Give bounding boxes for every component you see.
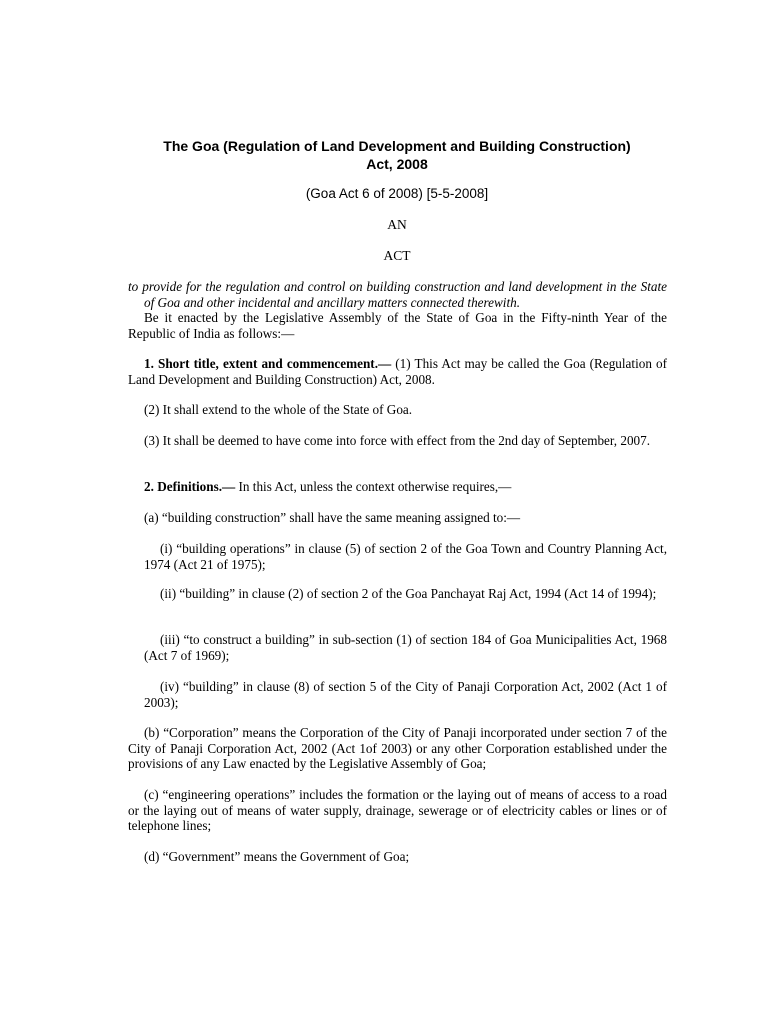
section-2-intro: In this Act, unless the context otherwise requires,— — [235, 479, 512, 494]
clause-c: (c) “engineering operations” includes the formation or the laying out of means of access to a road or the laying out of means of water supply, drainage, sewerage or of electricity cables or lines or of telephone lines; — [128, 787, 667, 833]
clause-b: (b) “Corporation” means the Corporation of the City of Panaji incorporated under section 7 of the City of Panaji Corporation Act, 2002 (Act 1of 2003) or any other Corporation established under the provisions of any Law enacted by the Legislative Assembly of Goa; — [128, 725, 667, 771]
clause-a-iii: (iii) “to construct a building” in sub-section (1) of section 184 of Goa Municipalities Act, 1968 (Act 7 of 1969); — [144, 632, 667, 663]
section-1-sub-2: (2) It shall extend to the whole of the State of Goa. — [144, 402, 413, 417]
enactment-clause: Be it enacted by the Legislative Assembly of the State of Goa in the Fifty-ninth Year of the Republic of India as follows:— — [128, 310, 667, 341]
clause-a-i: (i) “building operations” in clause (5) of section 2 of the Goa Town and Country Planning Act, 1974 (Act 21 of 1975); — [144, 541, 667, 572]
document-title — [100, 137, 694, 173]
heading-an: AN — [387, 217, 407, 232]
section-1-sub-1: (1) This Act may be called the Goa (Regulation of Land Development and Building Construction) Act, 2008. — [128, 356, 668, 387]
section-2-heading: 2. Definitions.— — [144, 479, 236, 494]
clause-a: (a) “building construction” shall have the same meaning assigned to:— — [144, 510, 521, 525]
section-1-sub-3: (3) It shall be deemed to have come into force with effect from the 2nd day of September, 2007. — [144, 433, 651, 448]
section-1-heading: 1. Short title, extent and commencement.— — [144, 356, 392, 371]
heading-act: ACT — [383, 248, 411, 263]
preamble-purpose: to provide for the regulation and control on building construction and land development in the State of Goa and other incidental and ancillary matters connected therewith. — [128, 279, 667, 310]
title-line-1: The Goa (Regulation of Land Development and Building Construction) — [163, 138, 631, 154]
section-1 — [128, 356, 667, 387]
clause-a-ii: (ii) “building” in clause (2) of section 2 of the Goa Panchayat Raj Act, 1994 (Act 14 of 1994); — [160, 586, 657, 601]
section-2 — [144, 479, 667, 495]
clause-a-iv: (iv) “building” in clause (8) of section 5 of the City of Panaji Corporation Act, 2002 (Act 1 of 2003); — [144, 679, 667, 710]
act-reference: (Goa Act 6 of 2008) [5-5-2008] — [305, 186, 489, 201]
clause-d: (d) “Government” means the Government of Goa; — [144, 849, 410, 864]
title-line-2: Act, 2008 — [366, 156, 428, 172]
